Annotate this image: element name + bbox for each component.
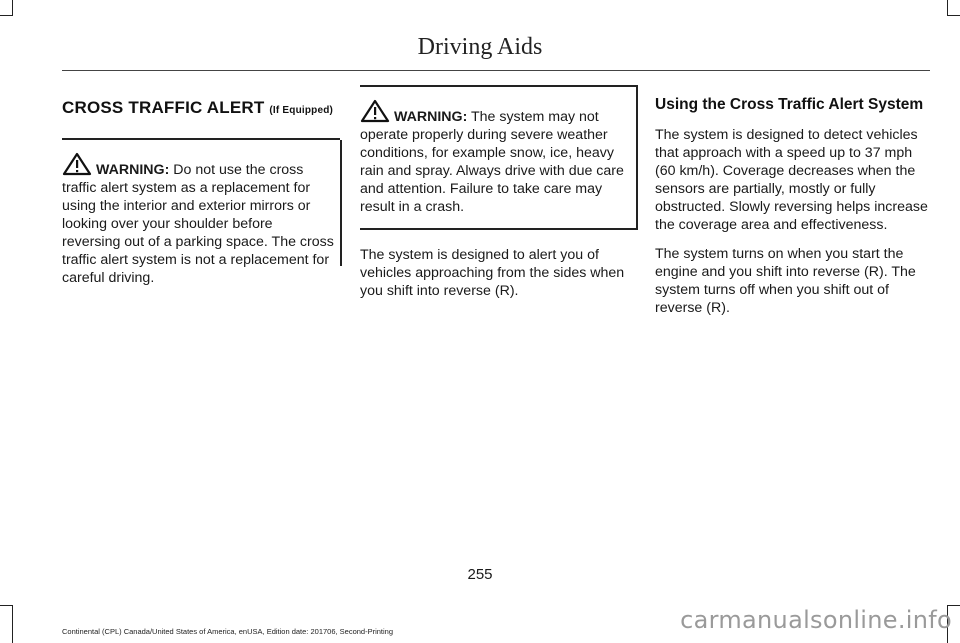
- subsection-title: Using the Cross Traffic Alert System: [655, 96, 924, 113]
- footer-edition: Continental (CPL) Canada/United States of America, enUSA, Edition date: 201706, Second-Printing: [62, 627, 394, 636]
- crop-mark: [947, 0, 948, 16]
- crop-mark: [12, 0, 13, 16]
- page-number: 255: [467, 566, 493, 583]
- crop-mark: [0, 15, 13, 16]
- section-title-qualifier: (If Equipped): [269, 105, 334, 116]
- body-paragraph: The system is designed to detect vehicles that approach with a speed up to 37 mph (60 km/h). Coverage decreases when the sensors are partially, mostly or fully obstructed. Slowly reversing helps increase the coverage area and effectiveness.: [655, 127, 928, 233]
- column-1: [62, 92, 340, 300]
- body-paragraph: The system turns on when you start the engine and you shift into reverse (R). The system turns off when you shift out of reverse (R).: [655, 246, 916, 316]
- warning-label: WARNING:: [394, 109, 468, 125]
- warning-triangle-icon: [62, 152, 92, 176]
- warning-text: The system may not operate properly during severe weather conditions, for example snow, ice, heavy rain and spray. Always drive with due care and attention. Failure to take care may result in a crash.: [360, 109, 624, 215]
- warning-triangle-icon: [360, 99, 390, 123]
- section-title-text: CROSS TRAFFIC ALERT: [62, 98, 265, 117]
- crop-mark: [12, 605, 13, 643]
- crop-mark: [947, 15, 960, 16]
- warning-box-2: [360, 85, 638, 230]
- page-header-title: Driving Aids: [417, 34, 543, 60]
- column-2: [360, 92, 638, 311]
- header-rule: [62, 70, 930, 71]
- warning-box-1: [62, 138, 340, 300]
- body-paragraph: The system is designed to alert you of vehicles approaching from the sides when you shift into reverse (R).: [360, 247, 625, 299]
- warning-label: WARNING:: [96, 162, 170, 178]
- column-3: [655, 92, 930, 328]
- warning-text: Do not use the cross traffic alert system as a replacement for using the interior and exterior mirrors or looking over your shoulder before reversing out of a parking space. The cross traffic alert system is not a replacement for careful driving.: [62, 162, 334, 286]
- section-title: [62, 99, 340, 120]
- crop-mark: [0, 605, 13, 606]
- watermark: carmanualsonline.info: [680, 606, 952, 634]
